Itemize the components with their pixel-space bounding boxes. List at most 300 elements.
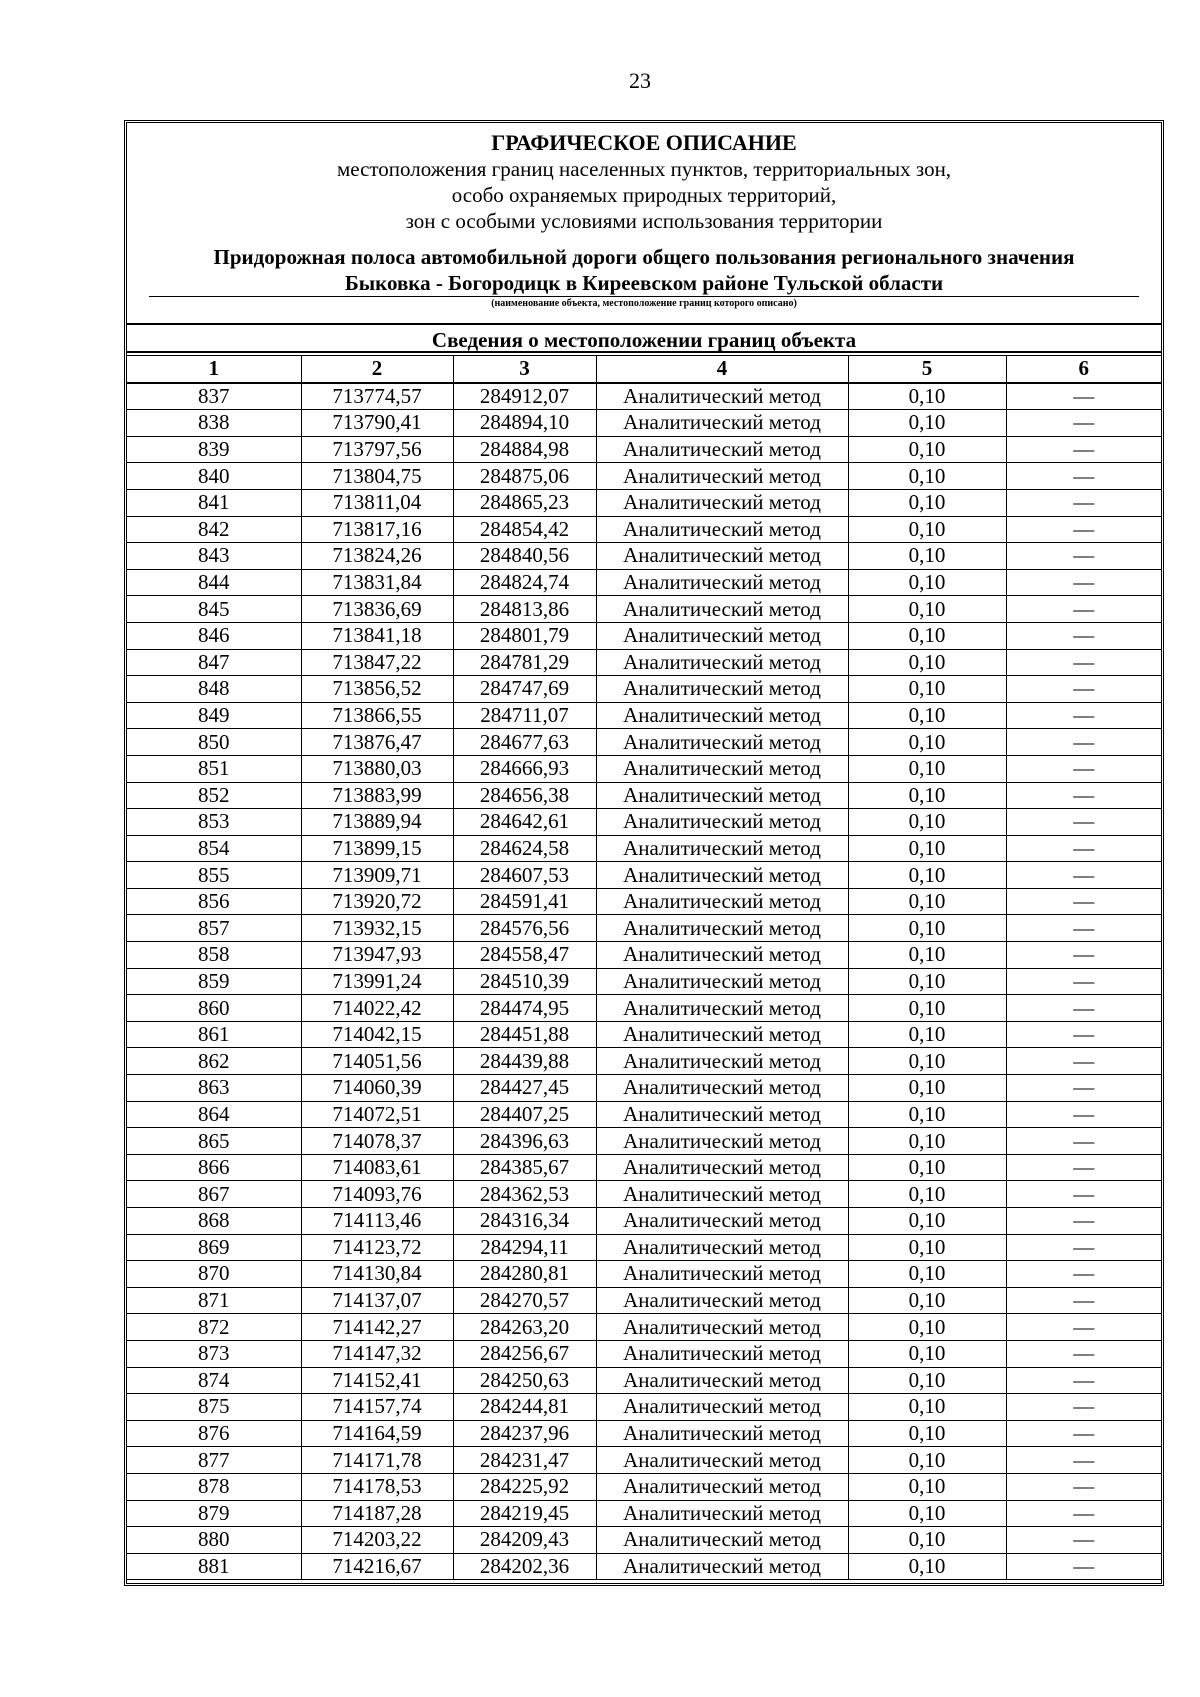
table-row (127, 729, 1161, 756)
method-cell: Аналитический метод (596, 1208, 848, 1235)
y-coordinate-cell: 284865,23 (453, 489, 596, 516)
x-coordinate-cell: 714072,51 (301, 1101, 453, 1128)
x-coordinate-cell: 714152,41 (301, 1367, 453, 1394)
x-coordinate-cell: 714130,84 (301, 1261, 453, 1288)
accuracy-cell: 0,10 (848, 1420, 1006, 1447)
y-coordinate-cell: 284642,61 (453, 809, 596, 836)
y-coordinate-cell: 284316,34 (453, 1208, 596, 1235)
y-coordinate-cell: 284219,45 (453, 1500, 596, 1527)
table-row (127, 1234, 1161, 1261)
point-number-cell: 844 (127, 569, 301, 596)
method-cell: Аналитический метод (596, 888, 848, 915)
point-number-cell: 858 (127, 942, 301, 969)
table-row (127, 1181, 1161, 1208)
description-cell: — (1006, 1340, 1161, 1367)
point-number-cell: 849 (127, 702, 301, 729)
y-coordinate-cell: 284225,92 (453, 1473, 596, 1500)
description-cell: — (1006, 1447, 1161, 1474)
description-cell: — (1006, 1394, 1161, 1421)
x-coordinate-cell: 714022,42 (301, 995, 453, 1022)
method-cell: Аналитический метод (596, 1181, 848, 1208)
y-coordinate-cell: 284244,81 (453, 1394, 596, 1421)
point-number-cell: 875 (127, 1394, 301, 1421)
accuracy-cell: 0,10 (848, 915, 1006, 942)
subtitle-line-1: местоположения границ населенных пунктов, территориальных зон, (336, 157, 952, 181)
table-row (127, 942, 1161, 969)
y-coordinate-cell: 284202,36 (453, 1553, 596, 1580)
y-coordinate-cell: 284813,86 (453, 596, 596, 623)
method-cell: Аналитический метод (596, 1447, 848, 1474)
method-cell: Аналитический метод (596, 622, 848, 649)
table-row (127, 1473, 1161, 1500)
point-number-cell: 838 (127, 410, 301, 437)
y-coordinate-cell: 284884,98 (453, 436, 596, 463)
point-number-cell: 851 (127, 755, 301, 782)
x-coordinate-cell: 714157,74 (301, 1394, 453, 1421)
y-coordinate-cell: 284407,25 (453, 1101, 596, 1128)
x-coordinate-cell: 713909,71 (301, 862, 453, 889)
description-cell: — (1006, 1101, 1161, 1128)
point-number-cell: 846 (127, 622, 301, 649)
description-cell: — (1006, 915, 1161, 942)
method-cell: Аналитический метод (596, 862, 848, 889)
method-cell: Аналитический метод (596, 1420, 848, 1447)
table-row (127, 1420, 1161, 1447)
x-coordinate-cell: 713824,26 (301, 543, 453, 570)
x-coordinate-cell: 713774,57 (301, 383, 453, 410)
table-row (127, 1394, 1161, 1421)
accuracy-cell: 0,10 (848, 649, 1006, 676)
y-coordinate-cell: 284854,42 (453, 516, 596, 543)
description-cell: — (1006, 1021, 1161, 1048)
point-number-cell: 868 (127, 1208, 301, 1235)
method-cell: Аналитический метод (596, 1234, 848, 1261)
y-coordinate-cell: 284677,63 (453, 729, 596, 756)
description-cell: — (1006, 755, 1161, 782)
method-cell: Аналитический метод (596, 995, 848, 1022)
accuracy-cell: 0,10 (848, 1367, 1006, 1394)
x-coordinate-cell: 713797,56 (301, 436, 453, 463)
accuracy-cell: 0,10 (848, 968, 1006, 995)
x-coordinate-cell: 713811,04 (301, 489, 453, 516)
point-number-cell: 878 (127, 1473, 301, 1500)
y-coordinate-cell: 284231,47 (453, 1447, 596, 1474)
y-coordinate-cell: 284270,57 (453, 1287, 596, 1314)
header-block (127, 123, 1161, 325)
y-coordinate-cell: 284250,63 (453, 1367, 596, 1394)
point-number-cell: 845 (127, 596, 301, 623)
point-number-cell: 859 (127, 968, 301, 995)
x-coordinate-cell: 714078,37 (301, 1128, 453, 1155)
point-number-cell: 842 (127, 516, 301, 543)
point-number-cell: 843 (127, 543, 301, 570)
method-cell: Аналитический метод (596, 915, 848, 942)
table-row (127, 383, 1161, 410)
description-cell: — (1006, 1500, 1161, 1527)
point-number-cell: 869 (127, 1234, 301, 1261)
point-number-cell: 847 (127, 649, 301, 676)
description-cell: — (1006, 1208, 1161, 1235)
subtitle-line-3: зон с особыми условиями использования территории (405, 209, 883, 233)
point-number-cell: 853 (127, 809, 301, 836)
table-row (127, 1447, 1161, 1474)
point-number-cell: 840 (127, 463, 301, 490)
description-cell: — (1006, 383, 1161, 410)
x-coordinate-cell: 714178,53 (301, 1473, 453, 1500)
accuracy-cell: 0,10 (848, 1048, 1006, 1075)
accuracy-cell: 0,10 (848, 1447, 1006, 1474)
description-cell: — (1006, 1473, 1161, 1500)
description-cell: — (1006, 1075, 1161, 1102)
description-cell: — (1006, 1154, 1161, 1181)
point-number-cell: 857 (127, 915, 301, 942)
x-coordinate-cell: 713920,72 (301, 888, 453, 915)
x-coordinate-cell: 714164,59 (301, 1420, 453, 1447)
x-coordinate-cell: 714042,15 (301, 1021, 453, 1048)
method-cell: Аналитический метод (596, 1075, 848, 1102)
method-cell: Аналитический метод (596, 516, 848, 543)
method-cell: Аналитический метод (596, 1021, 848, 1048)
accuracy-cell: 0,10 (848, 596, 1006, 623)
point-number-cell: 850 (127, 729, 301, 756)
accuracy-cell: 0,10 (848, 835, 1006, 862)
accuracy-cell: 0,10 (848, 782, 1006, 809)
y-coordinate-cell: 284510,39 (453, 968, 596, 995)
accuracy-cell: 0,10 (848, 702, 1006, 729)
table-row (127, 1340, 1161, 1367)
y-coordinate-cell: 284894,10 (453, 410, 596, 437)
point-number-cell: 876 (127, 1420, 301, 1447)
description-cell: — (1006, 622, 1161, 649)
description-cell: — (1006, 1128, 1161, 1155)
x-coordinate-cell: 713817,16 (301, 516, 453, 543)
accuracy-cell: 0,10 (848, 1181, 1006, 1208)
table-row (127, 676, 1161, 703)
description-cell: — (1006, 782, 1161, 809)
point-number-cell: 872 (127, 1314, 301, 1341)
x-coordinate-cell: 714171,78 (301, 1447, 453, 1474)
point-number-cell: 861 (127, 1021, 301, 1048)
method-cell: Аналитический метод (596, 782, 848, 809)
table-row (127, 755, 1161, 782)
accuracy-cell: 0,10 (848, 436, 1006, 463)
point-number-cell: 873 (127, 1340, 301, 1367)
point-number-cell: 863 (127, 1075, 301, 1102)
description-cell: — (1006, 942, 1161, 969)
y-coordinate-cell: 284607,53 (453, 862, 596, 889)
method-cell: Аналитический метод (596, 383, 848, 410)
table-row (127, 968, 1161, 995)
y-coordinate-cell: 284396,63 (453, 1128, 596, 1155)
x-coordinate-cell: 713831,84 (301, 569, 453, 596)
accuracy-cell: 0,10 (848, 1234, 1006, 1261)
y-coordinate-cell: 284912,07 (453, 383, 596, 410)
point-number-cell: 865 (127, 1128, 301, 1155)
y-coordinate-cell: 284711,07 (453, 702, 596, 729)
point-number-cell: 848 (127, 676, 301, 703)
object-name-line-2: Быковка - Богородицк в Киреевском районе Тульской области (344, 271, 944, 295)
y-coordinate-cell: 284576,56 (453, 915, 596, 942)
x-coordinate-cell: 714123,72 (301, 1234, 453, 1261)
method-cell: Аналитический метод (596, 1261, 848, 1288)
y-coordinate-cell: 284591,41 (453, 888, 596, 915)
object-caption: (наименование объекта, местоположение границ которого описано) (491, 298, 797, 309)
y-coordinate-cell: 284781,29 (453, 649, 596, 676)
accuracy-cell: 0,10 (848, 676, 1006, 703)
accuracy-cell: 0,10 (848, 622, 1006, 649)
y-coordinate-cell: 284280,81 (453, 1261, 596, 1288)
table-row (127, 1314, 1161, 1341)
point-number-cell: 864 (127, 1101, 301, 1128)
accuracy-cell: 0,10 (848, 1527, 1006, 1554)
column-header: 4 (596, 356, 848, 383)
accuracy-cell: 0,10 (848, 1553, 1006, 1580)
table-row (127, 915, 1161, 942)
description-cell: — (1006, 702, 1161, 729)
description-cell: — (1006, 1314, 1161, 1341)
y-coordinate-cell: 284666,93 (453, 755, 596, 782)
coordinates-table-body (127, 356, 1161, 1580)
method-cell: Аналитический метод (596, 1314, 848, 1341)
table-row (127, 862, 1161, 889)
x-coordinate-cell: 713841,18 (301, 622, 453, 649)
accuracy-cell: 0,10 (848, 1340, 1006, 1367)
document-title: ГРАФИЧЕСКОЕ ОПИСАНИЕ (491, 130, 797, 155)
accuracy-cell: 0,10 (848, 1154, 1006, 1181)
method-cell: Аналитический метод (596, 942, 848, 969)
x-coordinate-cell: 713856,52 (301, 676, 453, 703)
description-cell: — (1006, 835, 1161, 862)
table-row (127, 463, 1161, 490)
column-header: 6 (1006, 356, 1161, 383)
accuracy-cell: 0,10 (848, 1473, 1006, 1500)
description-cell: — (1006, 676, 1161, 703)
accuracy-cell: 0,10 (848, 755, 1006, 782)
description-cell: — (1006, 1367, 1161, 1394)
description-cell: — (1006, 1553, 1161, 1580)
x-coordinate-cell: 714051,56 (301, 1048, 453, 1075)
method-cell: Аналитический метод (596, 596, 848, 623)
description-cell: — (1006, 516, 1161, 543)
x-coordinate-cell: 713947,93 (301, 942, 453, 969)
point-number-cell: 871 (127, 1287, 301, 1314)
method-cell: Аналитический метод (596, 649, 848, 676)
point-number-cell: 852 (127, 782, 301, 809)
y-coordinate-cell: 284237,96 (453, 1420, 596, 1447)
x-coordinate-cell: 713876,47 (301, 729, 453, 756)
accuracy-cell: 0,10 (848, 729, 1006, 756)
point-number-cell: 839 (127, 436, 301, 463)
x-coordinate-cell: 714113,46 (301, 1208, 453, 1235)
table-row (127, 1075, 1161, 1102)
y-coordinate-cell: 284875,06 (453, 463, 596, 490)
table-row (127, 410, 1161, 437)
y-coordinate-cell: 284747,69 (453, 676, 596, 703)
method-cell: Аналитический метод (596, 702, 848, 729)
accuracy-cell: 0,10 (848, 1128, 1006, 1155)
x-coordinate-cell: 713804,75 (301, 463, 453, 490)
table-row (127, 1128, 1161, 1155)
table-row (127, 1101, 1161, 1128)
table-row (127, 809, 1161, 836)
table-row (127, 1287, 1161, 1314)
description-cell: — (1006, 436, 1161, 463)
x-coordinate-cell: 713880,03 (301, 755, 453, 782)
accuracy-cell: 0,10 (848, 569, 1006, 596)
method-cell: Аналитический метод (596, 1367, 848, 1394)
description-cell: — (1006, 888, 1161, 915)
point-number-cell: 874 (127, 1367, 301, 1394)
table-row (127, 1527, 1161, 1554)
point-number-cell: 860 (127, 995, 301, 1022)
section-title: Сведения о местоположении границ объекта (127, 327, 1161, 353)
method-cell: Аналитический метод (596, 1287, 848, 1314)
y-coordinate-cell: 284427,45 (453, 1075, 596, 1102)
description-cell: — (1006, 1234, 1161, 1261)
table-row (127, 516, 1161, 543)
description-cell: — (1006, 809, 1161, 836)
point-number-cell: 855 (127, 862, 301, 889)
method-cell: Аналитический метод (596, 489, 848, 516)
x-coordinate-cell: 714137,07 (301, 1287, 453, 1314)
y-coordinate-cell: 284801,79 (453, 622, 596, 649)
object-name-underline (149, 296, 1139, 297)
description-cell: — (1006, 1181, 1161, 1208)
table-row (127, 1021, 1161, 1048)
point-number-cell: 879 (127, 1500, 301, 1527)
x-coordinate-cell: 713883,99 (301, 782, 453, 809)
y-coordinate-cell: 284840,56 (453, 543, 596, 570)
accuracy-cell: 0,10 (848, 1500, 1006, 1527)
table-row (127, 1208, 1161, 1235)
method-cell: Аналитический метод (596, 676, 848, 703)
x-coordinate-cell: 713866,55 (301, 702, 453, 729)
y-coordinate-cell: 284385,67 (453, 1154, 596, 1181)
description-cell: — (1006, 489, 1161, 516)
table-row (127, 782, 1161, 809)
point-number-cell: 856 (127, 888, 301, 915)
point-number-cell: 862 (127, 1048, 301, 1075)
method-cell: Аналитический метод (596, 1340, 848, 1367)
x-coordinate-cell: 714093,76 (301, 1181, 453, 1208)
x-coordinate-cell: 714083,61 (301, 1154, 453, 1181)
point-number-cell: 881 (127, 1553, 301, 1580)
column-header: 5 (848, 356, 1006, 383)
accuracy-cell: 0,10 (848, 410, 1006, 437)
table-row (127, 835, 1161, 862)
description-cell: — (1006, 569, 1161, 596)
x-coordinate-cell: 713836,69 (301, 596, 453, 623)
point-number-cell: 877 (127, 1447, 301, 1474)
description-cell: — (1006, 1527, 1161, 1554)
method-cell: Аналитический метод (596, 543, 848, 570)
description-cell: — (1006, 596, 1161, 623)
x-coordinate-cell: 714187,28 (301, 1500, 453, 1527)
description-cell: — (1006, 1048, 1161, 1075)
column-header-row (127, 356, 1161, 383)
y-coordinate-cell: 284209,43 (453, 1527, 596, 1554)
accuracy-cell: 0,10 (848, 1261, 1006, 1288)
column-header: 1 (127, 356, 301, 383)
y-coordinate-cell: 284824,74 (453, 569, 596, 596)
point-number-cell: 866 (127, 1154, 301, 1181)
method-cell: Аналитический метод (596, 569, 848, 596)
accuracy-cell: 0,10 (848, 809, 1006, 836)
y-coordinate-cell: 284256,67 (453, 1340, 596, 1367)
method-cell: Аналитический метод (596, 1101, 848, 1128)
table-row (127, 1048, 1161, 1075)
accuracy-cell: 0,10 (848, 516, 1006, 543)
x-coordinate-cell: 714142,27 (301, 1314, 453, 1341)
x-coordinate-cell: 713899,15 (301, 835, 453, 862)
point-number-cell: 870 (127, 1261, 301, 1288)
accuracy-cell: 0,10 (848, 942, 1006, 969)
x-coordinate-cell: 713932,15 (301, 915, 453, 942)
y-coordinate-cell: 284474,95 (453, 995, 596, 1022)
method-cell: Аналитический метод (596, 1394, 848, 1421)
table-row (127, 436, 1161, 463)
x-coordinate-cell: 713790,41 (301, 410, 453, 437)
method-cell: Аналитический метод (596, 755, 848, 782)
coordinates-table (127, 355, 1161, 1580)
method-cell: Аналитический метод (596, 436, 848, 463)
x-coordinate-cell: 714147,32 (301, 1340, 453, 1367)
accuracy-cell: 0,10 (848, 489, 1006, 516)
method-cell: Аналитический метод (596, 809, 848, 836)
table-row (127, 649, 1161, 676)
y-coordinate-cell: 284451,88 (453, 1021, 596, 1048)
accuracy-cell: 0,10 (848, 1208, 1006, 1235)
subtitle-line-2: особо охраняемых природных территорий, (451, 183, 837, 207)
page-number: 23 (629, 68, 651, 93)
method-cell: Аналитический метод (596, 1553, 848, 1580)
table-row (127, 702, 1161, 729)
description-cell: — (1006, 968, 1161, 995)
description-cell: — (1006, 649, 1161, 676)
table-row (127, 1367, 1161, 1394)
accuracy-cell: 0,10 (848, 543, 1006, 570)
method-cell: Аналитический метод (596, 1128, 848, 1155)
description-cell: — (1006, 1420, 1161, 1447)
table-row (127, 596, 1161, 623)
table-row (127, 569, 1161, 596)
point-number-cell: 880 (127, 1527, 301, 1554)
y-coordinate-cell: 284558,47 (453, 942, 596, 969)
method-cell: Аналитический метод (596, 410, 848, 437)
description-cell: — (1006, 543, 1161, 570)
x-coordinate-cell: 714060,39 (301, 1075, 453, 1102)
point-number-cell: 867 (127, 1181, 301, 1208)
accuracy-cell: 0,10 (848, 383, 1006, 410)
accuracy-cell: 0,10 (848, 1021, 1006, 1048)
description-cell: — (1006, 729, 1161, 756)
x-coordinate-cell: 713847,22 (301, 649, 453, 676)
method-cell: Аналитический метод (596, 968, 848, 995)
y-coordinate-cell: 284656,38 (453, 782, 596, 809)
table-row (127, 1261, 1161, 1288)
x-coordinate-cell: 713991,24 (301, 968, 453, 995)
x-coordinate-cell: 714203,22 (301, 1527, 453, 1554)
y-coordinate-cell: 284362,53 (453, 1181, 596, 1208)
table-row (127, 543, 1161, 570)
method-cell: Аналитический метод (596, 1473, 848, 1500)
method-cell: Аналитический метод (596, 1500, 848, 1527)
table-row (127, 1154, 1161, 1181)
point-number-cell: 841 (127, 489, 301, 516)
accuracy-cell: 0,10 (848, 1287, 1006, 1314)
method-cell: Аналитический метод (596, 1048, 848, 1075)
accuracy-cell: 0,10 (848, 995, 1006, 1022)
